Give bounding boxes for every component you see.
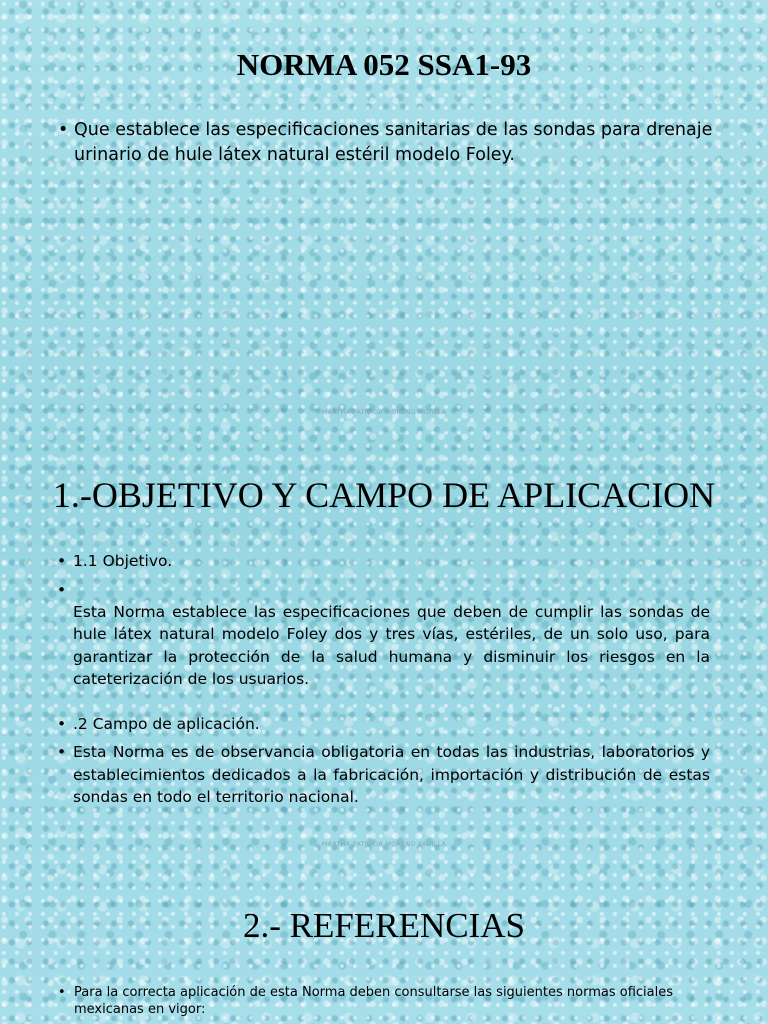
bullet-icon: • (58, 120, 69, 140)
slide-title-referencias: 2.- REFERENCIAS (243, 906, 525, 945)
bullet-paragraph: Esta Norma establece las especificaciones que deben de cumplir las sondas de hule látex natural modelo Foley dos y tres vías, estériles, de un solo uso, para garantizar la protección de la salud humana y disminuir los riesgos en la cateterización de los usuarios. (73, 602, 710, 688)
bullet-item (57, 713, 710, 736)
bullet-item (57, 550, 710, 573)
bullet-text: Para la correcta aplicación de esta Norma deben consultarse las siguientes normas oficiales mexicanas en vigor: (74, 985, 673, 1017)
bullet-icon: • (58, 985, 66, 1000)
slide-title-objetivo: 1.-OBJETIVO Y CAMPO DE APLICACION (52, 475, 716, 515)
author-watermark: MARTHA PATRICIA MORENO PADILLA (321, 408, 447, 416)
author-watermark: MARTHA PATRICIA MORENO PADILLA (321, 840, 447, 848)
bullet-item (57, 741, 710, 809)
bullet-list (58, 118, 718, 168)
slide-title-norma: NORMA 052 SSA1-93 (236, 47, 532, 82)
bullet-text: Esta Norma es de observancia obligatoria en todas las industrias, laboratorios y establecimientos dedicados a la fabricación, importación y distribución de estas sondas en todo el territorio nacional. (73, 743, 710, 806)
bullet-text: 1.1 Objetivo. (73, 552, 173, 570)
bullet-item (58, 984, 708, 1018)
bullet-list (58, 984, 708, 1018)
bullet-text: .2 Campo de aplicación. (73, 714, 260, 733)
bullet-item (57, 579, 710, 691)
bullet-icon: • (57, 743, 67, 761)
bullet-icon: • (57, 580, 67, 599)
bullet-list (57, 550, 710, 809)
bullet-icon: • (57, 552, 67, 570)
bullet-text: Que establece las especificaciones sanitarias de las sondas para drenaje urinario de hule látex natural estéril modelo Foley. (74, 120, 713, 165)
bullet-item (58, 118, 718, 168)
bullet-icon: • (57, 714, 67, 733)
